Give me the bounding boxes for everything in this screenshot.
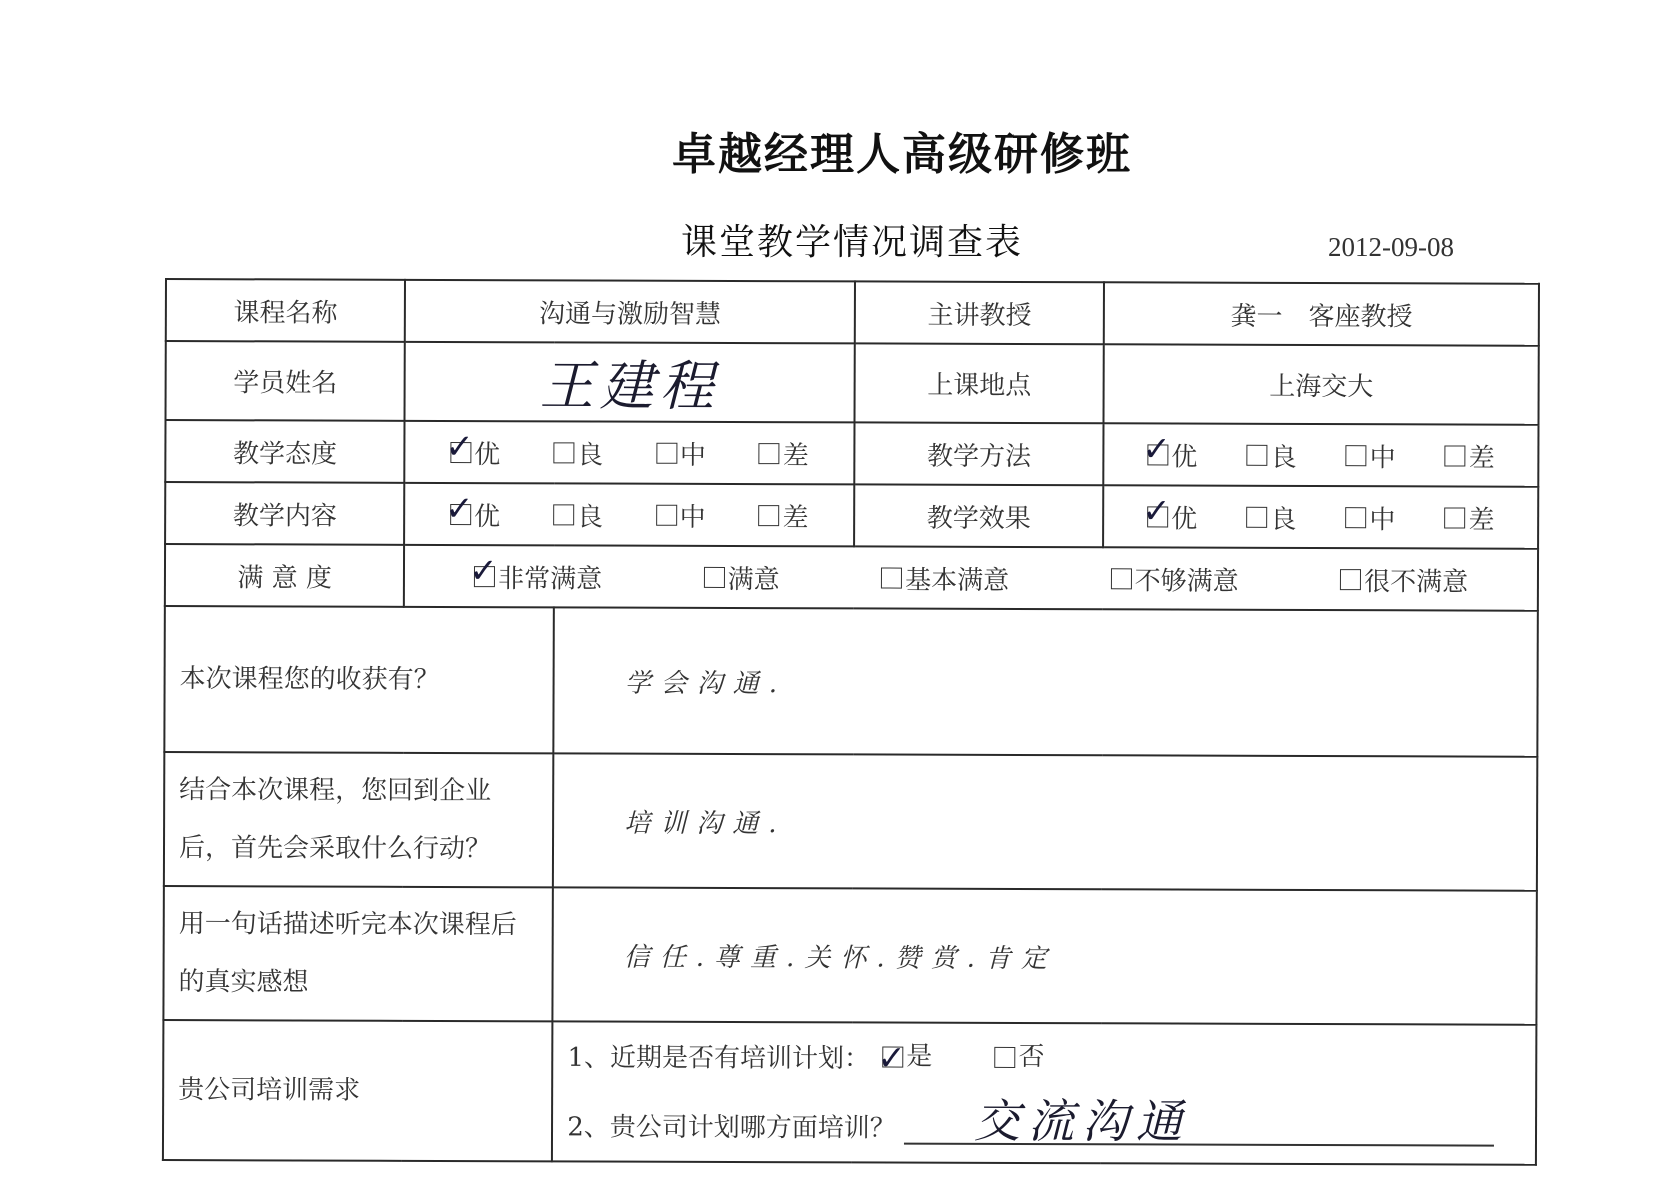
option-label: 差: [782, 440, 809, 471]
checkbox-icon: [1246, 444, 1267, 465]
question-training-need: 贵公司培训需求: [163, 1020, 553, 1161]
training-area-answer[interactable]: 交流沟通: [904, 1098, 1494, 1146]
row-student: [166, 341, 1539, 425]
form-date: 2012-09-08: [1328, 232, 1454, 262]
option-content-average[interactable]: [656, 496, 706, 533]
checkbox-icon: [1111, 568, 1132, 589]
option-basically-satisfied[interactable]: [881, 559, 1009, 596]
row-attitude-method: [165, 420, 1538, 487]
checkbox-icon: [1346, 445, 1367, 466]
label-lecturer: 主讲教授: [855, 281, 1105, 344]
option-label: 满意: [727, 564, 780, 595]
row-feeling: [163, 886, 1536, 1025]
option-label: 不够满意: [1134, 565, 1239, 597]
option-plan-no[interactable]: [990, 1030, 1044, 1084]
checkbox-icon: [759, 443, 780, 464]
rating-teaching-content: [404, 483, 854, 547]
row-training-need: [163, 1020, 1536, 1164]
checkbox-icon: [704, 566, 725, 587]
checkbox-icon: [1147, 506, 1168, 527]
option-label: 中: [679, 440, 706, 471]
answer-action[interactable]: 培训沟通.: [553, 753, 1537, 890]
option-label: 中: [1369, 442, 1396, 473]
option-plan-yes[interactable]: [878, 1029, 932, 1083]
value-course-name: 沟通与激励智慧: [405, 280, 855, 344]
option-content-poor[interactable]: [759, 497, 809, 534]
checkbox-icon: [553, 442, 574, 463]
row-course: [166, 279, 1539, 346]
checkbox-icon: [1345, 507, 1366, 528]
option-label: 优: [473, 501, 501, 532]
option-effect-good[interactable]: [1246, 498, 1296, 535]
option-label: 优: [1171, 442, 1198, 473]
checkbox-icon: [995, 1046, 1016, 1067]
checkbox-icon: [1147, 444, 1168, 465]
option-label: 良: [577, 439, 604, 471]
question-action: 结合本次课程，您回到企业后，首先会采取什么行动？: [164, 752, 554, 887]
training-need-answers: [552, 1021, 1536, 1164]
option-label: 良: [1270, 442, 1297, 473]
training-area-question: 2、贵公司计划哪方面培训？: [567, 1111, 896, 1144]
option-label: 差: [1468, 443, 1495, 474]
label-course-name: 课程名称: [166, 279, 406, 342]
checkbox-icon: [656, 442, 677, 463]
checkbox-icon: [474, 566, 495, 587]
option-content-good[interactable]: [553, 496, 603, 533]
option-attitude-poor[interactable]: [759, 435, 809, 472]
form-subtitle: 课堂教学情况调查表: [680, 222, 1023, 263]
option-label: 差: [1468, 505, 1495, 536]
row-gain: [164, 606, 1538, 757]
option-satisfied[interactable]: [704, 558, 780, 595]
rating-teaching-method: [1104, 423, 1539, 487]
option-label: 差: [782, 502, 809, 533]
label-teaching-method: 教学方法: [854, 422, 1104, 485]
row-content-effect: [165, 482, 1538, 549]
rating-satisfaction: [404, 545, 1538, 611]
option-label: 很不满意: [1364, 566, 1469, 598]
label-location: 上课地点: [854, 343, 1104, 423]
checkbox-icon: [882, 1046, 903, 1067]
row-action: [164, 752, 1537, 891]
checkbox-icon: [759, 505, 780, 526]
option-method-poor[interactable]: [1445, 437, 1495, 474]
option-attitude-excellent[interactable]: [450, 433, 500, 470]
checkbox-icon: [553, 504, 574, 525]
question-gain: 本次课程您的收获有？: [164, 606, 554, 753]
checkbox-icon: [450, 503, 471, 524]
rating-teaching-attitude: [405, 421, 855, 485]
checkbox-icon: [1340, 569, 1361, 590]
question-feeling: 用一句话描述听完本次课程后的真实感想: [163, 886, 553, 1021]
option-content-excellent[interactable]: [450, 495, 500, 532]
value-location: 上海交大: [1104, 344, 1539, 425]
option-effect-average[interactable]: [1345, 499, 1395, 536]
option-very-unsatisfied[interactable]: [1340, 561, 1468, 598]
value-lecturer: 龚一 客座教授: [1104, 282, 1539, 346]
option-label: 良: [576, 501, 603, 533]
option-label: 良: [1270, 504, 1297, 535]
option-label: 优: [474, 439, 501, 470]
survey-table: [162, 278, 1540, 1165]
option-label: 中: [1369, 504, 1396, 535]
option-attitude-average[interactable]: [656, 434, 706, 471]
option-not-satisfied[interactable]: [1111, 560, 1239, 597]
value-student-name: [405, 342, 855, 423]
label-student-name: 学员姓名: [166, 341, 406, 421]
checkbox-icon: [1246, 506, 1267, 527]
option-method-average[interactable]: [1346, 437, 1396, 474]
training-plan-line: [553, 1022, 1535, 1094]
training-area-line: [553, 1091, 1535, 1163]
option-label: 基本满意: [905, 565, 1010, 596]
option-label: 中: [679, 502, 706, 533]
checkbox-icon: [656, 504, 677, 525]
option-very-satisfied[interactable]: [474, 558, 602, 595]
checkbox-icon: [1445, 507, 1466, 528]
label-satisfaction: 满 意 度: [165, 544, 405, 607]
row-satisfaction: [165, 544, 1538, 611]
label-teaching-attitude: 教学态度: [165, 420, 405, 483]
training-plan-question: 1、近期是否有培训计划：: [567, 1042, 871, 1074]
checkbox-icon: [450, 441, 471, 462]
checkbox-icon: [1445, 445, 1466, 466]
option-attitude-good[interactable]: [553, 434, 603, 471]
option-effect-poor[interactable]: [1445, 499, 1495, 536]
rating-teaching-effect: [1103, 485, 1538, 549]
option-label: 优: [1171, 504, 1198, 535]
option-label: 否: [1018, 1041, 1045, 1073]
option-method-excellent[interactable]: [1147, 436, 1197, 473]
option-effect-excellent[interactable]: [1147, 498, 1197, 535]
label-teaching-content: 教学内容: [165, 482, 405, 545]
answer-gain[interactable]: 学会沟通.: [554, 607, 1538, 756]
option-label: 是: [906, 1041, 933, 1072]
option-label: 非常满意: [498, 563, 603, 595]
option-method-good[interactable]: [1246, 436, 1296, 473]
answer-feeling[interactable]: 信任.尊重.关怀.赞赏.肯定: [553, 887, 1537, 1024]
student-signature: 王建程: [539, 354, 720, 418]
form-title: 卓越经理人高级研修班: [672, 129, 1132, 180]
label-teaching-effect: 教学效果: [854, 484, 1104, 547]
checkbox-icon: [881, 567, 902, 588]
